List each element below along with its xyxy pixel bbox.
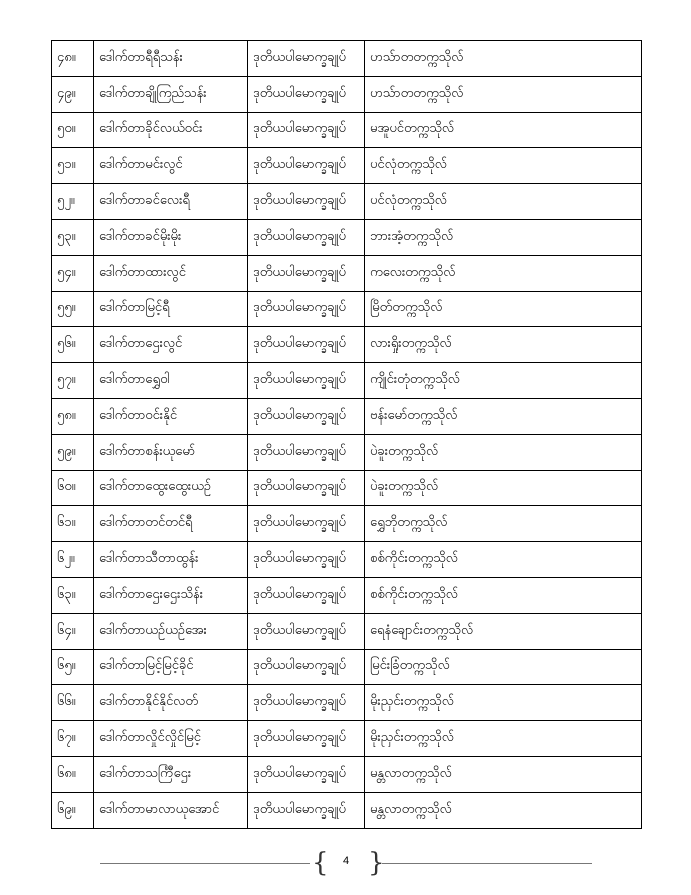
row-number-cell: ၅၆။ [52, 327, 94, 363]
person-name-cell: ဒေါက်တာယဉ်ယဉ်အေး [94, 613, 248, 649]
position-title-cell: ဒုတိယပါမောက္ခချုပ် [248, 76, 365, 112]
page-footer [100, 848, 592, 878]
person-name-cell: ဒေါက်တာထွေးထွေးယဉ် [94, 470, 248, 506]
position-title-cell: ဒုတိယပါမောက္ခချုပ် [248, 649, 365, 685]
person-name-cell: ဒေါက်တာနိုင်နိုင်လတ် [94, 685, 248, 721]
row-number-cell: ၅၄။ [52, 255, 94, 291]
table-row [52, 148, 642, 184]
row-number-cell: ၆၀။ [52, 470, 94, 506]
university-name-cell: ပဲခူးတက္ကသိုလ် [365, 434, 642, 470]
table-row [52, 577, 642, 613]
row-number-cell: ၅၃။ [52, 219, 94, 255]
person-name-cell: ဒေါက်တာဌေးဌေးသိန်း [94, 577, 248, 613]
position-title-cell: ဒုတိယပါမောက္ခချုပ် [248, 219, 365, 255]
position-title-cell: ဒုတိယပါမောက္ခချုပ် [248, 184, 365, 220]
position-title-cell: ဒုတိယပါမောက္ခချုပ် [248, 363, 365, 399]
position-title-cell: ဒုတိယပါမောက္ခချုပ် [248, 291, 365, 327]
position-title-cell: ဒုတိယပါမောက္ခချုပ် [248, 112, 365, 148]
university-name-cell: ပင်လုံတက္ကသိုလ် [365, 184, 642, 220]
table-row [52, 327, 642, 363]
position-title-cell: ဒုတိယပါမောက္ခချုပ် [248, 41, 365, 77]
university-name-cell: စစ်ကိုင်းတက္ကသိုလ် [365, 577, 642, 613]
university-name-cell: မြိတ်တက္ကသိုလ် [365, 291, 642, 327]
person-name-cell: ဒေါက်တာသီတာထွန်း [94, 542, 248, 578]
person-name-cell: ဒေါက်တာမင်းလွင် [94, 148, 248, 184]
person-name-cell: ဒေါက်တာတင်တင်ရီ [94, 506, 248, 542]
university-name-cell: ကျိုင်းတုံတက္ကသိုလ် [365, 363, 642, 399]
person-name-cell: ဒေါက်တာမြင့်မြင့်ခိုင် [94, 649, 248, 685]
table-row [52, 398, 642, 434]
person-name-cell: ဒေါက်တာသင်္ကြီဌေး [94, 756, 248, 792]
table-row [52, 363, 642, 399]
position-title-cell: ဒုတိယပါမောက္ခချုပ် [248, 685, 365, 721]
footer-rule-left [100, 863, 310, 864]
position-title-cell: ဒုတိယပါမောက္ခချုပ် [248, 506, 365, 542]
row-number-cell: ၆၉။ [52, 792, 94, 828]
person-name-cell: ဒေါက်တာခင်လေးရီ [94, 184, 248, 220]
position-title-cell: ဒုတိယပါမောက္ခချုပ် [248, 148, 365, 184]
position-title-cell: ဒုတိယပါမောက္ခချုပ် [248, 398, 365, 434]
position-title-cell: ဒုတိယပါမောက္ခချုပ် [248, 721, 365, 757]
person-name-cell: ဒေါက်တာရီရီသန်း [94, 41, 248, 77]
university-name-cell: မိုးညှင်းတက္ကသိုလ် [365, 721, 642, 757]
table-row [52, 649, 642, 685]
table-row [52, 291, 642, 327]
table-row [52, 506, 642, 542]
row-number-cell: ၆၄။ [52, 613, 94, 649]
university-name-cell: ရေနံချောင်းတက္ကသိုလ် [365, 613, 642, 649]
person-name-cell: ဒေါက်တာခိုင်လယ်ဝင်း [94, 112, 248, 148]
table-row [52, 219, 642, 255]
row-number-cell: ၆၇။ [52, 721, 94, 757]
university-name-cell: ကလေးတက္ကသိုလ် [365, 255, 642, 291]
position-title-cell: ဒုတိယပါမောက္ခချုပ် [248, 470, 365, 506]
row-number-cell: ၆၅။ [52, 649, 94, 685]
table-row [52, 542, 642, 578]
left-brace-icon: { [312, 848, 329, 878]
table-row [52, 41, 642, 77]
position-title-cell: ဒုတိယပါမောက္ခချုပ် [248, 327, 365, 363]
table-row [52, 76, 642, 112]
row-number-cell: ၅၅။ [52, 291, 94, 327]
person-name-cell: ဒေါက်တာချိုကြည်သန်း [94, 76, 248, 112]
row-number-cell: ၅၈။ [52, 398, 94, 434]
row-number-cell: ၅၉။ [52, 434, 94, 470]
position-title-cell: ဒုတိယပါမောက္ခချုပ် [248, 613, 365, 649]
person-name-cell: ဒေါက်တာထားလွင် [94, 255, 248, 291]
university-name-cell: မြင်းခြံတက္ကသိုလ် [365, 649, 642, 685]
university-name-cell: ဗန်းမော်တက္ကသိုလ် [365, 398, 642, 434]
row-number-cell: ၅၇။ [52, 363, 94, 399]
person-name-cell: ဒေါက်တာရွှေဝါ [94, 363, 248, 399]
person-name-cell: ဒေါက်တာဝင်းနိုင် [94, 398, 248, 434]
position-title-cell: ဒုတိယပါမောက္ခချုပ် [248, 542, 365, 578]
table-row [52, 756, 642, 792]
table-row [52, 685, 642, 721]
university-name-cell: ဟသ်ာတတက္ကသိုလ် [365, 41, 642, 77]
appointment-table [51, 40, 642, 829]
university-name-cell: ပင်လုံတက္ကသိုလ် [365, 148, 642, 184]
table-row [52, 184, 642, 220]
position-title-cell: ဒုတိယပါမောက္ခချုပ် [248, 756, 365, 792]
appointment-table-container [51, 40, 641, 829]
footer-rule-right [382, 863, 592, 864]
position-title-cell: ဒုတိယပါမောက္ခချုပ် [248, 255, 365, 291]
table-row [52, 613, 642, 649]
position-title-cell: ဒုတိယပါမောက္ခချုပ် [248, 792, 365, 828]
university-name-cell: ပဲခူးတက္ကသိုလ် [365, 470, 642, 506]
university-name-cell: လားရှိုးတက္ကသိုလ် [365, 327, 642, 363]
person-name-cell: ဒေါက်တာစန်းယုမော် [94, 434, 248, 470]
university-name-cell: မန္တလာတက္ကသိုလ် [365, 792, 642, 828]
table-row [52, 721, 642, 757]
table-row [52, 470, 642, 506]
university-name-cell: ရွှေဘိုတက္ကသိုလ် [365, 506, 642, 542]
table-row [52, 112, 642, 148]
university-name-cell: မအူပင်တက္ကသိုလ် [365, 112, 642, 148]
person-name-cell: ဒေါက်တာမာလာယုအောင် [94, 792, 248, 828]
row-number-cell: ၆၃။ [52, 577, 94, 613]
row-number-cell: ၅၁။ [52, 148, 94, 184]
university-name-cell: ဟသ်ာတတက္ကသိုလ် [365, 76, 642, 112]
table-row [52, 792, 642, 828]
row-number-cell: ၆၆။ [52, 685, 94, 721]
position-title-cell: ဒုတိယပါမောက္ခချုပ် [248, 577, 365, 613]
person-name-cell: ဒေါက်တာလှိုင်လှိုင်မြင့် [94, 721, 248, 757]
university-name-cell: မန္တလာတက္ကသိုလ် [365, 756, 642, 792]
university-name-cell: မိုးညှင်းတက္ကသိုလ် [365, 685, 642, 721]
person-name-cell: ဒေါက်တာဌေးလွင် [94, 327, 248, 363]
right-brace-icon: } [368, 848, 385, 878]
row-number-cell: ၅၂။ [52, 184, 94, 220]
row-number-cell: ၆၂။ [52, 542, 94, 578]
person-name-cell: ဒေါက်တာမြင့်ရီ [94, 291, 248, 327]
position-title-cell: ဒုတိယပါမောက္ခချုပ် [248, 434, 365, 470]
table-row [52, 255, 642, 291]
university-name-cell: စစ်ကိုင်းတက္ကသိုလ် [365, 542, 642, 578]
page-number: 4 [342, 855, 350, 867]
table-body [52, 41, 642, 829]
row-number-cell: ၄၉။ [52, 76, 94, 112]
row-number-cell: ၆၈။ [52, 756, 94, 792]
row-number-cell: ၆၁။ [52, 506, 94, 542]
person-name-cell: ဒေါက်တာခင်မိုးမိုး [94, 219, 248, 255]
table-row [52, 434, 642, 470]
row-number-cell: ၅၀။ [52, 112, 94, 148]
university-name-cell: ဘားအံ့တက္ကသိုလ် [365, 219, 642, 255]
row-number-cell: ၄၈။ [52, 41, 94, 77]
